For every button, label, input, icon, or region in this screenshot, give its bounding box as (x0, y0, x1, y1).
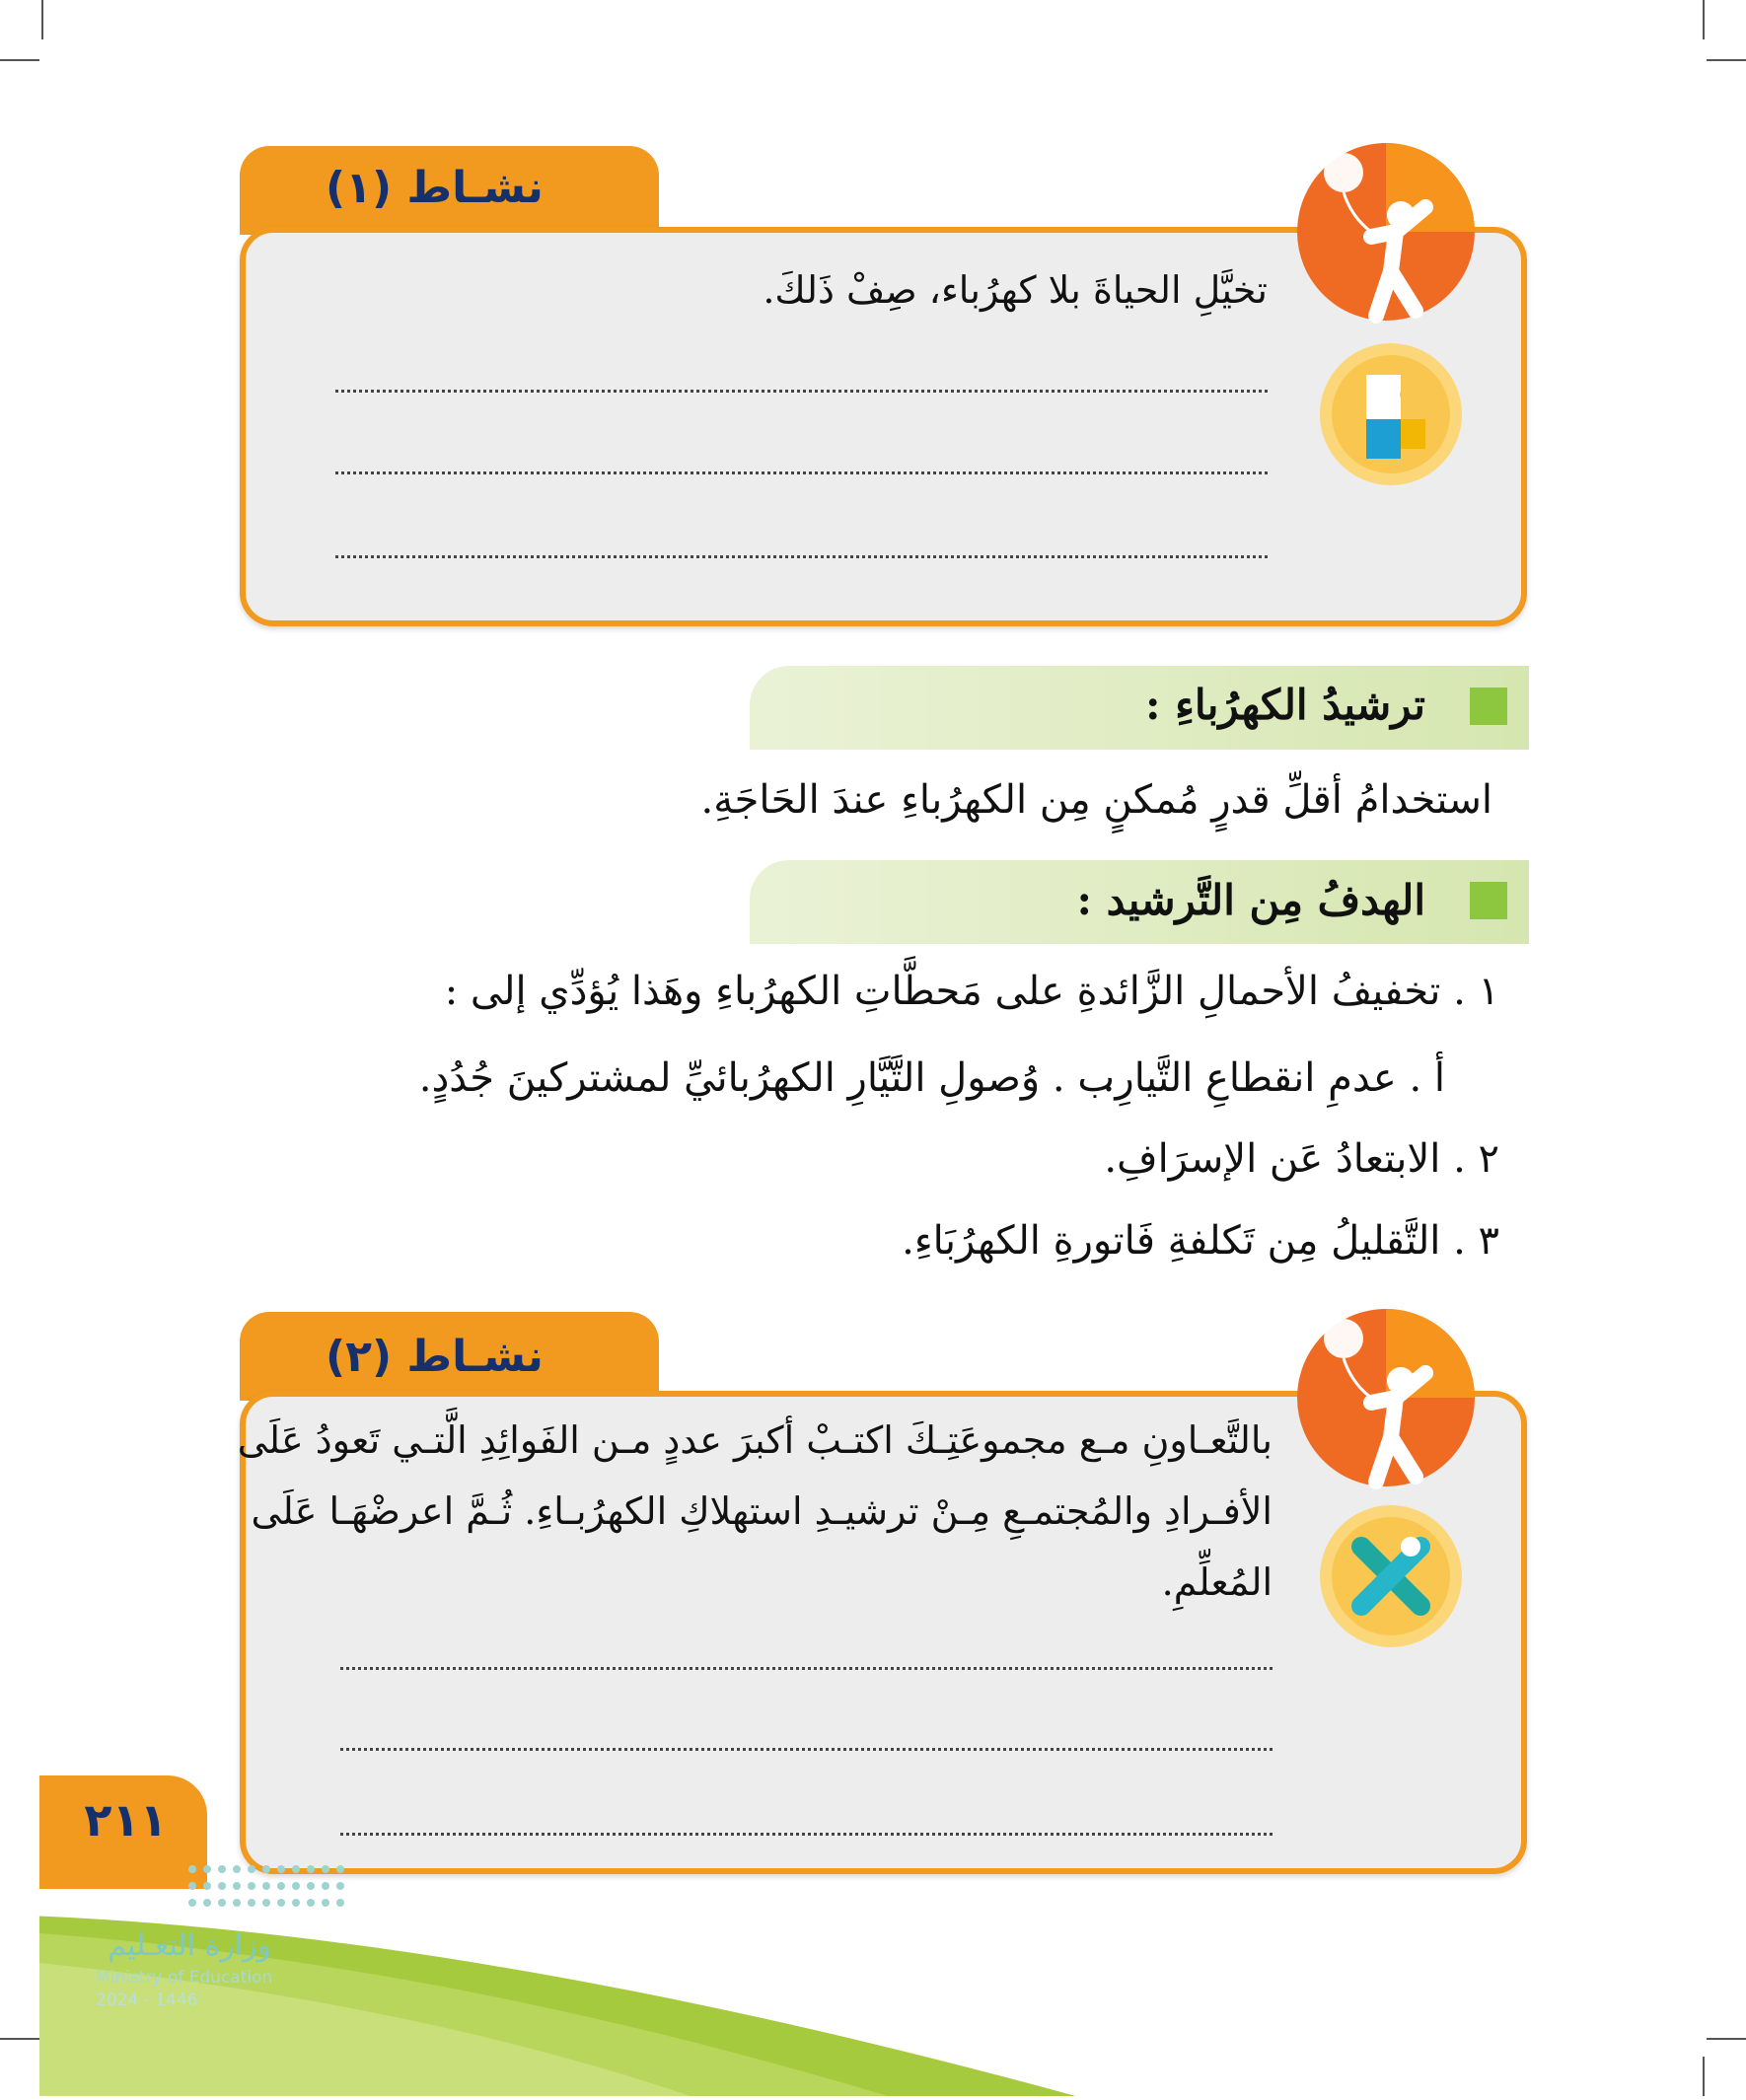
activity2-title: نشـاط (٢) (326, 1332, 544, 1382)
activity2-line-1: بالتَّعـاونِ مـع مجموعَتِـكَ اكتـبْ أكبرَ عددٍ مـن الفَوائِدِ الَّتـي تَعودُ عَلَى (237, 1418, 1273, 1462)
goal-item-2: ٢ . الابتعادُ عَن الإسرَافِ. (1104, 1136, 1499, 1182)
page-number: ٢١١ (84, 1793, 168, 1847)
puzzle-icon (1317, 340, 1465, 488)
activity1-prompt: تخيَّلِ الحياةَ بلا كهرُباء، صِفْ ذَلكَ. (763, 268, 1268, 312)
section1-definition: استخدامُ أقلِّ قدرٍ مُمكنٍ مِن الكهرُباءِ عندَ الحَاجَةِ. (700, 777, 1492, 823)
pencil-tools-icon (1317, 1502, 1465, 1650)
section1-heading: ترشيدُ الكهرُباءِ : (1145, 681, 1425, 729)
activity2-line-3: المُعلِّمِ. (1161, 1560, 1273, 1604)
section2-heading: الهدفُ مِن التَّرشيد : (1076, 876, 1425, 924)
crop-mark (0, 59, 39, 61)
activity2-line-2: الأفـرادِ والمُجتمـعِ مِـنْ ترشيـدِ استهلاكِ الكهرُبـاءِ. ثُـمَّ اعرضْهَـا عَلَى (251, 1489, 1273, 1533)
goal-item-3: ٣ . التَّقليلُ مِن تَكلفةِ فَاتورةِ الكهرُبَاءِ. (902, 1218, 1499, 1264)
answer-line[interactable] (335, 390, 1268, 393)
answer-line[interactable] (335, 471, 1268, 474)
goal-item-1: ١ . تخفيفُ الأحمالِ الزَّائدةِ على مَحطَّاتِ الكهرُباءِ وهَذا يُؤدِّي إلى : (444, 969, 1499, 1014)
green-bullet-square (1470, 882, 1507, 919)
ministry-name-ar: وزارة التعـليم (108, 1928, 271, 1963)
activity1-title: نشـاط (١) (326, 163, 544, 213)
answer-line[interactable] (340, 1667, 1273, 1670)
crop-mark (41, 0, 43, 39)
ministry-name-en: Ministry of Education (96, 1968, 273, 1988)
goal-sub-a: أ . عدمِ انقطاعِ التَّيارِ. (1102, 1055, 1445, 1101)
ministry-year: 2024 - 1446 (96, 1991, 198, 2010)
activity-person-icon (1292, 1304, 1480, 1491)
answer-line[interactable] (340, 1833, 1273, 1836)
green-bullet-square (1470, 688, 1507, 725)
ministry-logo-dots (182, 1859, 350, 1914)
crop-mark (1703, 0, 1705, 39)
crop-mark (1707, 59, 1746, 61)
answer-line[interactable] (340, 1748, 1273, 1751)
goal-sub-b: ب . وُصولِ التَّيَّارِ الكهرُبائيِّ لمشتركينَ جُدُدٍ. (418, 1055, 1115, 1101)
answer-line[interactable] (335, 555, 1268, 558)
activity-person-icon (1292, 138, 1480, 326)
